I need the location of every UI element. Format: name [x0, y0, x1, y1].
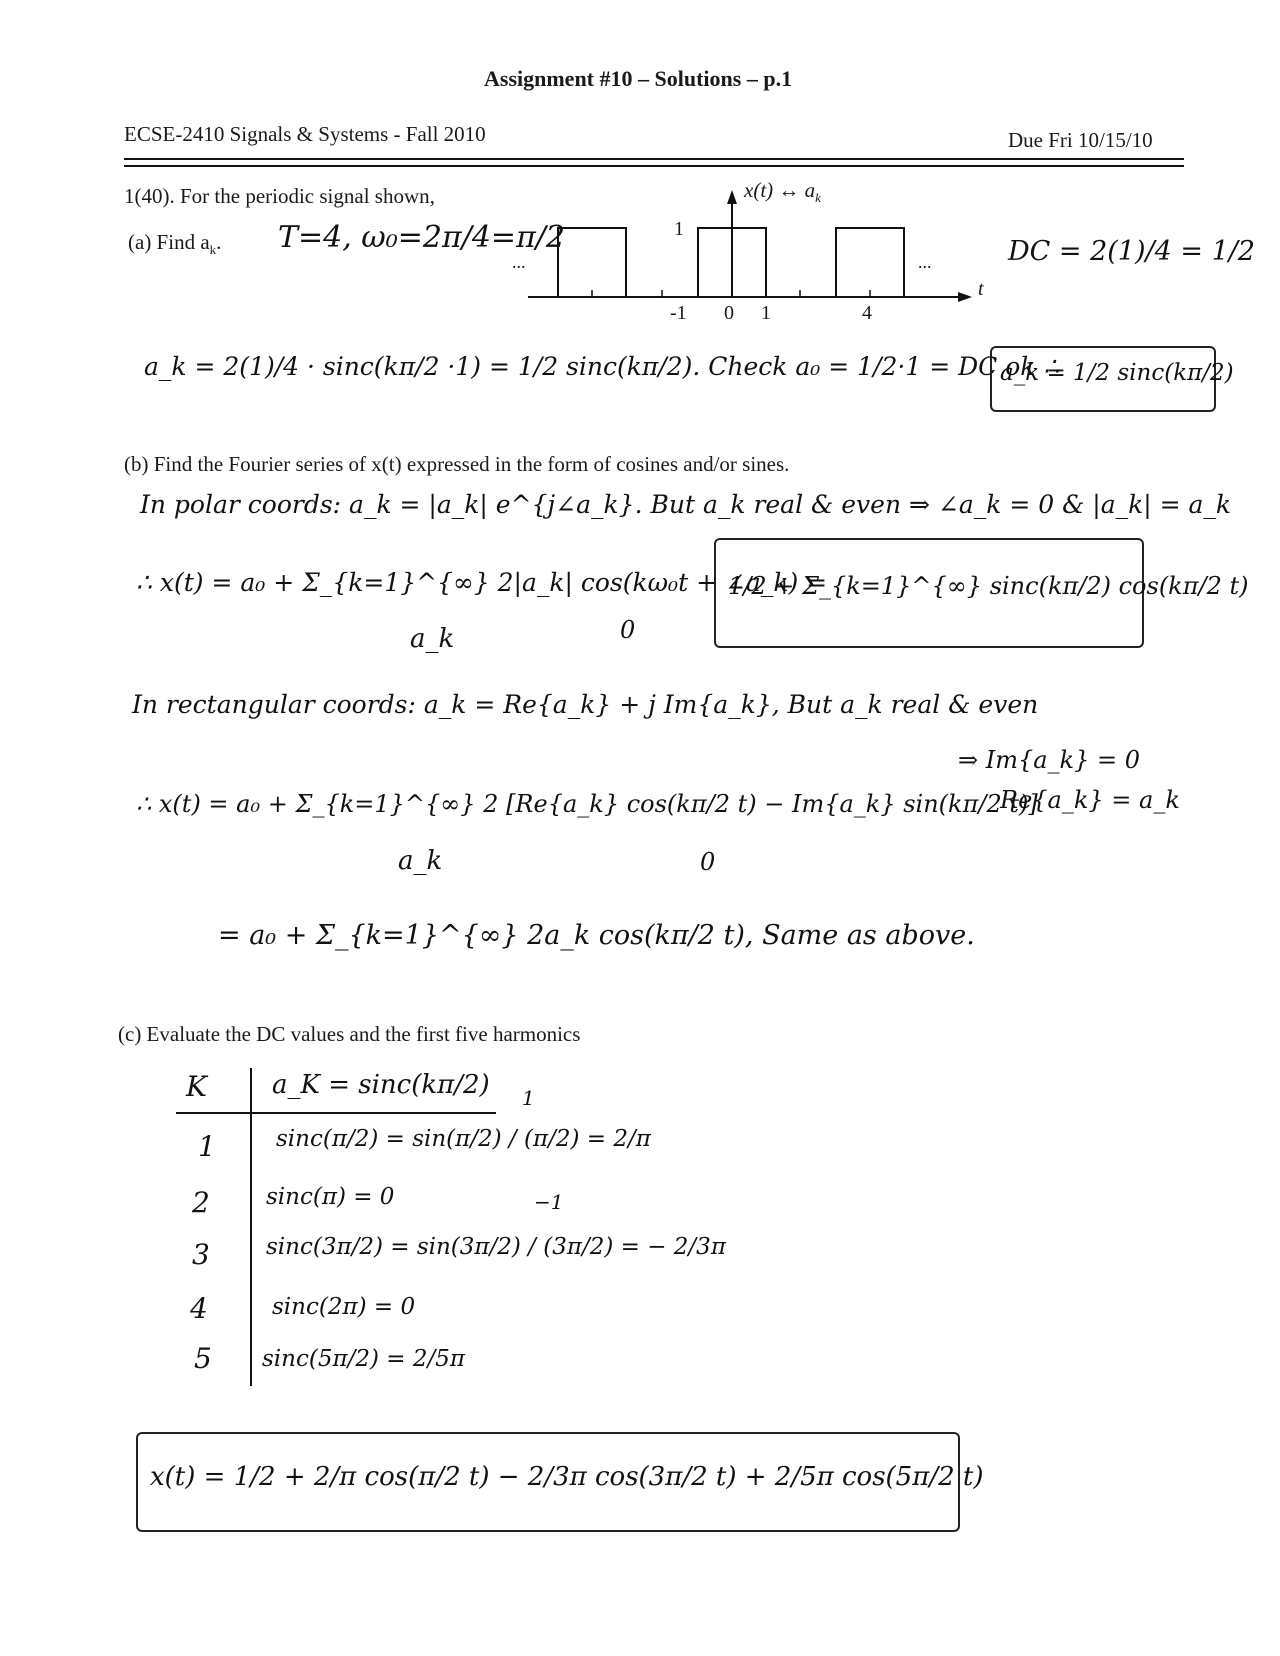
plot-t-arrow: [958, 292, 972, 302]
polar-zero-annotation: 0: [620, 616, 636, 644]
rect-equation-simplified: = a₀ + Σ_{k=1}^{∞} 2a_k cos(kπ/2 t), Same as above.: [218, 920, 975, 951]
polar-equation: ∴ x(t) = a₀ + Σ_{k=1}^{∞} 2|a_k| cos(kω₀t + ∠a_k) =: [136, 568, 828, 597]
problem-intro: 1(40). For the periodic signal shown,: [124, 184, 435, 208]
part-a-label: (a) Find a: [128, 230, 210, 254]
part-b-prompt: (b) Find the Fourier series of x(t) expressed in the form of cosines and/or sines.: [124, 452, 790, 476]
plot-amplitude-label: 1: [674, 218, 684, 240]
ak-derivation: a_k = 2(1)/4 · sinc(kπ/2 ·1) = 1/2 sinc(kπ/2). Check a₀ = 1/2·1 = DC ok ∴: [144, 352, 1060, 381]
part-a-period: T=4, ω₀=2π/4=π/2: [278, 220, 565, 255]
table-row-expr: sinc(3π/2) = sin(3π/2) / (3π/2) = − 2/3π: [266, 1234, 726, 1260]
plot-tick-label: -1: [670, 302, 687, 324]
table-row-k: 5: [194, 1342, 212, 1375]
course-name: ECSE-2410 Signals & Systems - Fall 2010: [124, 122, 486, 146]
part-a-prompt: (a) Find $a_k$.: [128, 230, 222, 258]
plot-label-text: x(t) ↔ a: [744, 178, 816, 202]
table-row-k: 1: [198, 1130, 216, 1163]
plot-y-arrow: [727, 190, 737, 204]
table-row-k: 4: [190, 1292, 208, 1325]
plot-ellipsis-right: ...: [918, 252, 932, 272]
header-rule-top: [124, 158, 1184, 160]
rect-coords-line: In rectangular coords: a_k = Re{a_k} + j Im{a_k}, But a_k real & even: [132, 690, 1039, 719]
rect-zero-annotation: 0: [700, 848, 716, 876]
polar-result: 1/2 + Σ_{k=1}^{∞} sinc(kπ/2) cos(kπ/2 t): [728, 572, 1249, 600]
part-c-prompt: (c) Evaluate the DC values and the first five harmonics: [118, 1022, 581, 1046]
table-header-ak: a_K = sinc(kπ/2): [272, 1070, 490, 1100]
pulse-right: [836, 228, 904, 297]
signal-plot: [500, 180, 980, 330]
table-row-expr: sinc(2π) = 0: [272, 1294, 416, 1320]
rect-condition-re: Re{a_k} = a_k: [1000, 786, 1180, 814]
pulse-left: [558, 228, 626, 297]
plot-ellipsis-left: ...: [512, 252, 526, 272]
plot-tick-label: 0: [724, 302, 734, 324]
plot-label: [744, 178, 821, 206]
part-a-subscript: k: [209, 242, 217, 258]
table-row-note: 1: [522, 1086, 535, 1110]
plot-t-label: t: [978, 278, 984, 300]
due-date: Due Fri 10/15/10: [1008, 128, 1153, 152]
dc-value: DC = 2(1)/4 = 1/2: [1008, 236, 1256, 267]
polar-ak-annotation: a_k: [410, 624, 455, 654]
plot-label-sub: k: [815, 190, 821, 206]
table-row-expr: sinc(π/2) = sin(π/2) / (π/2) = 2/π: [276, 1126, 651, 1152]
table-header-rule: [176, 1112, 496, 1114]
header-rule-bottom: [124, 165, 1184, 167]
table-row-expr: sinc(π) = 0: [266, 1184, 395, 1210]
final-answer: x(t) = 1/2 + 2/π cos(π/2 t) − 2/3π cos(3π/2 t) + 2/5π cos(5π/2 t): [150, 1462, 984, 1492]
plot-tick-label: 1: [761, 302, 771, 324]
rect-equation: ∴ x(t) = a₀ + Σ_{k=1}^{∞} 2 [Re{a_k} cos(kπ/2 t) − Im{a_k} sin(kπ/2 t)]: [136, 790, 1038, 818]
rect-condition-im: ⇒ Im{a_k} = 0: [958, 746, 1141, 774]
table-column-rule: [250, 1068, 252, 1386]
table-row-k: 2: [192, 1186, 210, 1219]
polar-coords-line: In polar coords: a_k = |a_k| e^{j∠a_k}. But a_k real & even ⇒ ∠a_k = 0 & |a_k| = a_k: [140, 490, 1232, 519]
table-row-expr: sinc(5π/2) = 2/5π: [262, 1346, 465, 1372]
plot-tick-label: 4: [862, 302, 872, 324]
table-row-k: 3: [192, 1238, 210, 1271]
table-row-note: −1: [534, 1190, 564, 1214]
ak-result: a_k = 1/2 sinc(kπ/2): [1000, 360, 1234, 386]
rect-ak-annotation: a_k: [398, 846, 443, 876]
page-title: Assignment #10 – Solutions – p.1: [484, 66, 793, 91]
table-header-k: K: [186, 1070, 207, 1103]
